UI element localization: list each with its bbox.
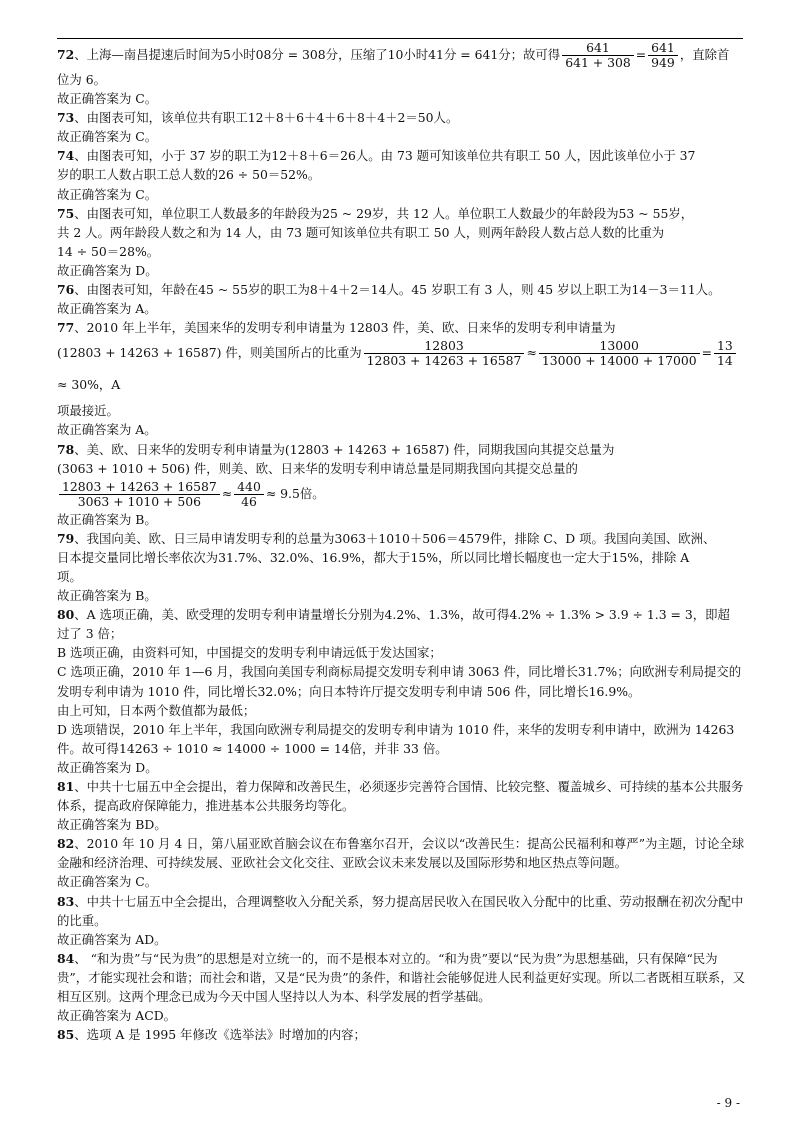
q76-number: 76 (57, 282, 75, 298)
q79-answer: 故正确答案为 B。 (57, 588, 157, 604)
q78-line1: 78、美、欧、日来华的发明专利申请量为(12803 + 14263 + 16587) 件，同期我国向其提交总量为 (57, 441, 615, 457)
q74-line2: 岁的职工人数占职工总人数的26 ÷ 50＝52%。 (57, 167, 321, 183)
q84-text: 84、 “和为贵”与“民为贵”的思想是对立统一的，而不是根本对立的。“和为贵”要以“民为贵”为思想基础，只有保障“民为贵”，才能实现社会和谐；而社会和谐，又是“民为贵”的条件，和谐社会能够促进人民利益更好实现。所以二者既相互联系，又相互区别。这两个理念已成为今天中国人坚持以人为本、科学发展的哲学基础。 (57, 950, 746, 1005)
q80-option-b: B 选项正确，由资料可知，中国提交的发明专利申请远低于发达国家； (57, 645, 442, 661)
q79-line2: 日本提交量同比增长率依次为31.7%、32.0%、16.9%，都大于15%，所以同比增长幅度也一定大于15%，排除 A (57, 549, 690, 565)
q80-option-c: C 选项正确，2010 年 1—6 月，我国向美国专利商标局提交发明专利申请 3063 件，同比增长31.7%；向欧洲专利局提交的发明专利申请为 1010 件，同比增长32.0%；向日本特许厅提交发明专利申请 506 件，同比增长16.9%。 (57, 664, 742, 699)
q75-answer: 故正确答案为 D。 (57, 262, 158, 278)
q85-number: 85 (57, 1027, 75, 1043)
fraction: $\frac{13}{14}$ (714, 339, 736, 368)
q72-line1: 72、上海—南昌提速后时间为5小时08分 = 308分，压缩了10小时41分 = 641分；故可得 $\frac{641}{641 + 308}$ = $\frac{641}{949}$ ，直除首 (57, 40, 730, 70)
q82-answer: 故正确答案为 C。 (57, 874, 158, 890)
q77-line3: 项最接近。 (57, 403, 119, 419)
q74-line1: 74、由图表可知，小于 37 岁的职工为12＋8＋6＝26人。由 73 题可知该单位共有职工 50 人，因此该单位小于 37 (57, 148, 696, 164)
q78-answer: 故正确答案为 B。 (57, 511, 157, 527)
q80-number: 80 (57, 607, 75, 623)
q73-line1: 73、由图表可知，该单位共有职工12＋8＋6＋4＋6＋8＋4＋2＝50人。 (57, 110, 459, 126)
q74-number: 74 (57, 148, 75, 164)
fraction: $\frac{13000}{13000 + 14000 + 17000}$ (539, 339, 700, 368)
fraction: $\frac{12803 + 14263 + 16587}{3063 + 1010 + 506}$ (59, 480, 220, 509)
q73-answer: 故正确答案为 C。 (57, 129, 158, 145)
q79-number: 79 (57, 530, 75, 546)
q76-line1: 76、由图表可知，年龄在45 ~ 55岁的职工为8＋4＋2＝14人。45 岁职工有 3 人，则 45 岁以上职工为14－3＝11人。 (57, 282, 721, 298)
q83-answer: 故正确答案为 AD。 (57, 931, 167, 947)
q80-line1: 80、A 选项正确，美、欧受理的发明专利申请量增长分别为4.2%、1.3%，故可得4.2% ÷ 1.3% > 3.9 ÷ 1.3 = 3，即超 (57, 607, 730, 623)
fraction: $\frac{12803}{12803 + 14263 + 16587}$ (364, 339, 525, 368)
fraction: $\frac{440}{46}$ (234, 480, 264, 509)
q78-line2: (3063 + 1010 + 506) 件，则美、欧、日来华的发明专利申请总量是同期我国向其提交总量的 (57, 460, 578, 476)
q83-number: 83 (57, 893, 75, 909)
fraction: $\frac{641}{641 + 308}$ (562, 41, 634, 70)
q81-answer: 故正确答案为 BD。 (57, 817, 167, 833)
q82-text: 82、2010 年 10 月 4 日，第八届亚欧首脑会议在布鲁塞尔召开，会议以“改善民生：提高公民福利和尊严”为主题，讨论全球金融和经济治理、可持续发展、亚欧社会文化交往、亚欧会议未来发展以及国际形势和地区热点等问题。 (57, 836, 745, 871)
q78-number: 78 (57, 441, 75, 457)
page-number: - 9 - (716, 1096, 740, 1110)
q74-answer: 故正确答案为 C。 (57, 186, 158, 202)
fraction: $\frac{641}{949}$ (648, 41, 678, 70)
q77-line1: 77、2010 年上半年，美国来华的发明专利申请量为 12803 件，美、欧、日来华的发明专利申请量为 (57, 320, 616, 336)
q84-number: 84 (57, 950, 75, 966)
answer-explanations (57, 40, 747, 1044)
header-rule (57, 38, 743, 39)
q75-line1: 75、由图表可知，单位职工人数最多的年龄段为25 ~ 29岁，共 12 人。单位职工人数最少的年龄段为53 ~ 55岁， (57, 205, 694, 221)
q80-option-c-conclusion: 由上可知，日本两个数值都为最低； (57, 702, 256, 718)
q80-option-d: D 选项错误，2010 年上半年，我国向欧洲专利局提交的发明专利申请为 1010 件，来华的发明专利申请中，欧洲为 14263 件。故可得14263 ÷ 1010 ≈ 14000 ÷ 1000 = 14倍，并非 33 倍。 (57, 721, 735, 756)
q73-number: 73 (57, 110, 75, 126)
q83-text: 83、中共十七届五中全会提出，合理调整收入分配关系，努力提高居民收入在国民收入分配中的比重、劳动报酬在初次分配中的比重。 (57, 893, 744, 928)
q81-number: 81 (57, 779, 75, 794)
q81-text: 81、中共十七届五中全会提出，着力保障和改善民生，必须逐步完善符合国情、比较完整、覆盖城乡、可持续的基本公共服务体系，提高政府保障能力，推进基本公共服务均等化。 (57, 779, 744, 814)
q79-line1: 79、我国向美、欧、日三局申请发明专利的总量为3063＋1010＋506＝4579件，排除 C、D 项。我国向美国、欧洲、 (57, 530, 716, 546)
q77-line2: (12803 + 14263 + 16587) 件，则美国所占的比重为 $\frac{12803}{12803 + 14263 + 16587}$ ≈ $\frac{13000}{13000 + 14000 + 17000}$ = $\frac{13}{14}$ ≈ 30%，A (57, 337, 747, 401)
q77-number: 77 (57, 320, 75, 336)
q72-answer: 故正确答案为 C。 (57, 91, 158, 107)
q80-answer: 故正确答案为 D。 (57, 759, 158, 775)
q72-line2: 位为 6。 (57, 72, 106, 87)
q82-number: 82 (57, 836, 75, 852)
q75-line3: 14 ÷ 50＝28%。 (57, 243, 160, 259)
q76-answer: 故正确答案为 A。 (57, 301, 157, 317)
q84-answer: 故正确答案为 ACD。 (57, 1008, 177, 1024)
q85-text: 85、选项 A 是 1995 年修改《选举法》时增加的内容； (57, 1027, 366, 1043)
q80-line2: 过了 3 倍； (57, 626, 123, 642)
q75-number: 75 (57, 205, 75, 221)
q72-number: 72 (57, 47, 75, 62)
q79-line3: 项。 (57, 568, 82, 584)
q78-line3: $\frac{12803 + 14263 + 16587}{3063 + 1010 + 506}$ ≈ $\frac{440}{46}$ ≈ 9.5倍。 (57, 478, 747, 510)
q77-answer: 故正确答案为 A。 (57, 422, 157, 438)
q75-line2: 共 2 人。两年龄段人数之和为 14 人，由 73 题可知该单位共有职工 50 人，则两年龄段人数占总人数的比重为 (57, 224, 665, 240)
